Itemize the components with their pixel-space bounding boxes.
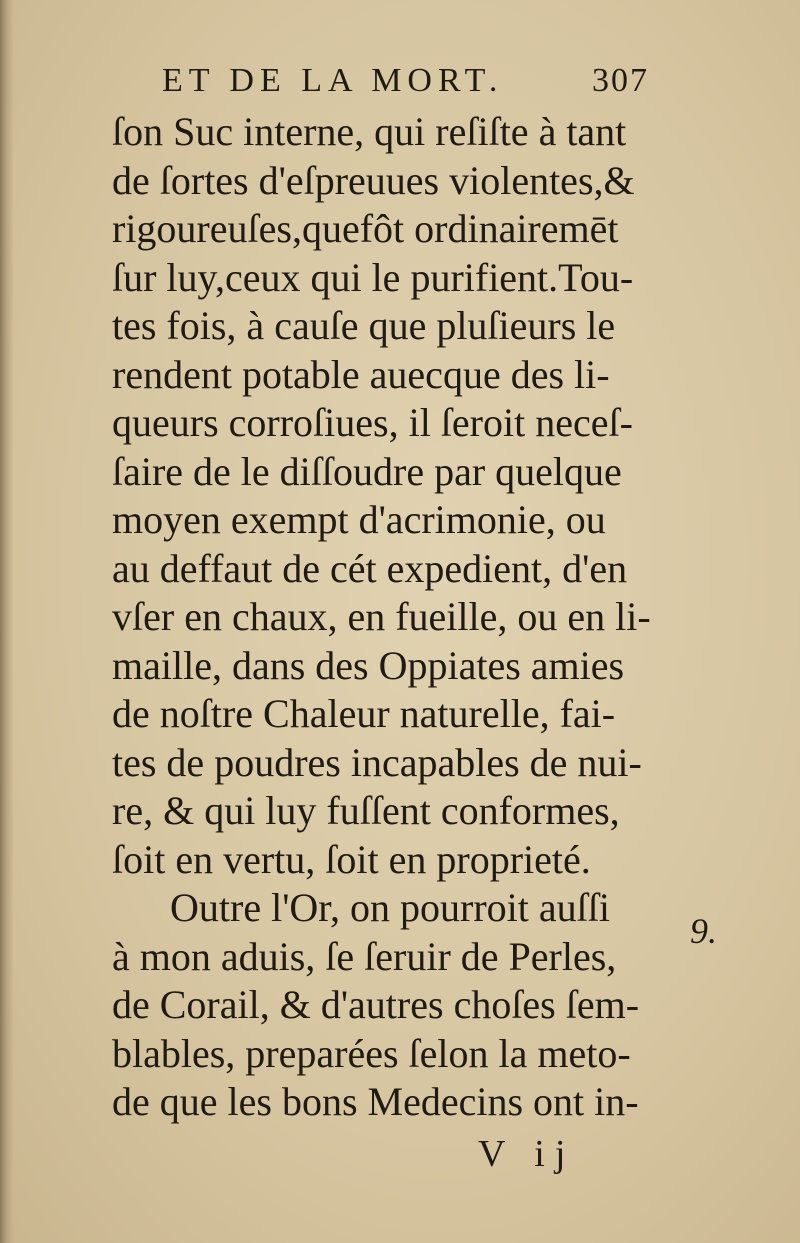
body-text: [112, 108, 692, 1127]
text-line: de Corail, & d'autres choſes ſem-: [112, 982, 640, 1027]
text-line: moyen exempt d'acrimonie, ou: [112, 497, 606, 542]
signature-mark: V ij: [478, 1133, 576, 1175]
text-line: rendent potable auecque des li-: [112, 351, 610, 397]
text-line: blables, preparées ſelon la meto-: [112, 1030, 631, 1076]
text-line: à mon aduis, ſe ſeruir de Perles,: [112, 933, 617, 979]
marginal-note-number: 9.: [690, 911, 717, 951]
text-line: tes de poudres incapables de nui-: [112, 739, 642, 785]
text-line: maille, dans des Oppiates amies: [112, 642, 625, 688]
text-line: de ſortes d'eſpreuues violentes,&: [112, 157, 635, 203]
paragraph-start-line: Outre l'Or, on pourroit auſſi: [170, 885, 610, 930]
text-line: de noſtre Chaleur naturelle, fai-: [112, 691, 616, 736]
text-line: ſoit en vertu, ſoit en proprieté.: [112, 836, 591, 882]
page-number: 307: [592, 62, 649, 99]
text-line: tes fois, à cauſe que pluſieurs le: [112, 303, 616, 348]
running-header: [162, 62, 662, 110]
text-line: ſaire de le diſſoudre par quelque: [112, 448, 622, 494]
text-line: vſer en chaux, en fueille, ou en li-: [112, 594, 651, 639]
text-line: ſur luy,ceux qui le purifient.Tou-: [112, 254, 634, 300]
text-line: de que les bons Medecins ont in-: [112, 1079, 639, 1124]
page-binding-edge: [0, 0, 14, 1243]
text-line: rigoureuſes,quefôt ordinairemēt: [112, 206, 619, 251]
text-line: re, & qui luy fuſſent conformes,: [112, 788, 620, 833]
text-line: queurs corroſiues, il ſeroit neceſ-: [112, 400, 633, 445]
running-title: ET DE LA MORT.: [162, 62, 504, 99]
text-line: au deffaut de cét expedient, d'en: [112, 545, 628, 591]
text-line: ſon Suc interne, qui reſiſte à tant: [112, 109, 627, 154]
